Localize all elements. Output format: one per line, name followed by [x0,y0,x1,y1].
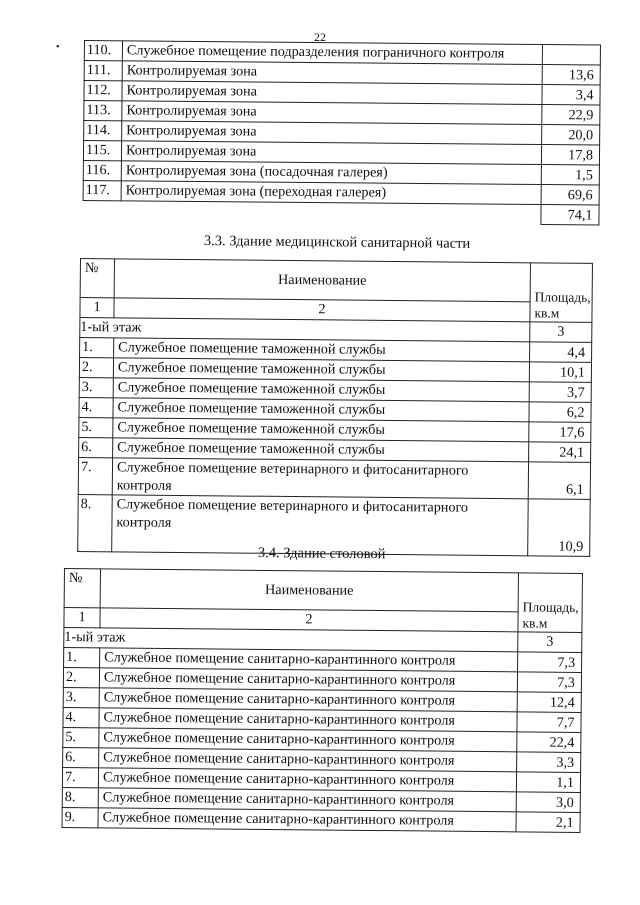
table-row [78,457,590,499]
table-continuation [82,40,601,226]
section-heading-3-4: 3.4. Здание столовой [257,545,386,563]
row-name: Служебное помещение санитарно-карантинного контроля [99,748,517,772]
row-area: 1,1 [516,772,580,793]
row-area: 4,4 [530,342,592,363]
index-3: 3 [530,322,592,343]
row-area: 6,1 [528,462,590,500]
row-number: 9. [62,807,98,827]
row-name: Служебное помещение санитарно-карантинного контроля [99,728,517,752]
row-area: 3,4 [542,84,600,105]
row-area: 13,6 [542,65,600,86]
row-area: 22,9 [542,104,600,125]
row-name: Служебное помещение санитарно-карантинного контроля [98,808,516,832]
row-area: 17,6 [529,422,591,443]
col-header-number: № [64,569,100,608]
row-number: 8. [62,787,98,807]
row-number: 3. [79,377,113,397]
row-name: Служебное помещение подразделения пограничного контроля [122,41,542,65]
index-2: 2 [114,298,530,322]
section-heading-3-3: 3.3. Здание медицинской санитарной части [203,233,471,252]
table-continuation-block [82,40,601,226]
row-area: 22,4 [517,732,581,753]
row-number: 4. [79,397,113,417]
row-area: 7,3 [517,672,581,693]
col-header-area: Площадь, кв.м [518,573,583,633]
row-number: 114. [84,121,122,141]
row-area: 7,7 [517,712,581,733]
row-name: Служебное помещение санитарно-карантинного контроля [100,648,518,672]
row-name: Контролируемая зона [122,81,542,105]
row-number: 1. [64,648,100,668]
col-header-name: Наименование [100,569,518,612]
row-name: Служебное помещение санитарно-карантинного контроля [98,788,516,812]
row-name: Служебное помещение ветеринарного и фитосанитарного контроля [112,495,529,556]
row-name: Контролируемая зона [122,61,542,85]
row-name: Служебное помещение таможенной службы [113,438,529,462]
row-name: Контролируемая зона (посадочная галерея) [121,161,541,185]
row-number: 8. [78,494,113,551]
row-number: 7. [78,457,112,494]
index-3: 3 [518,632,582,653]
row-name: Контролируемая зона [122,101,542,125]
row-number: 5. [79,417,113,437]
col-header-area: Площадь, кв.м [530,263,593,323]
row-name: Служебное помещение таможенной службы [113,418,529,442]
floor-label: 1-ый этаж [80,318,530,342]
row-number: 6. [79,437,113,457]
table-medical [77,258,593,557]
row-number: 6. [63,747,99,767]
row-area: 17,8 [541,144,599,165]
row-number: 113. [84,101,122,121]
col-header-number: № [80,259,114,298]
row-number: 112. [84,81,122,101]
row-number: 5. [63,727,99,747]
row-number: 116. [83,160,121,180]
row-area: 7,3 [518,652,582,673]
row-area: 10,1 [529,362,591,383]
row-area: 74,1 [541,204,599,225]
table-canteen-block [62,568,583,833]
row-area: 12,4 [517,692,581,713]
row-number: 115. [83,141,121,161]
row-name: Служебное помещение санитарно-карантинного контроля [98,768,516,792]
row-name: Контролируемая зона [122,121,542,145]
row-number: 3. [63,687,99,707]
row-area: 69,6 [541,184,599,205]
row-number: 2. [63,668,99,688]
row-number: 7. [62,767,98,787]
table-row [62,807,580,832]
row-name: Служебное помещение таможенной службы [113,398,529,422]
row-area: 20,0 [542,124,600,145]
row-area: 2,1 [516,812,580,833]
row-area: 10,9 [528,499,591,557]
row-area [542,45,600,66]
row-number: 4. [63,707,99,727]
row-name: Служебное помещение таможенной службы [113,378,529,402]
row-area: 3,7 [529,382,591,403]
row-name: Служебное помещение санитарно-карантинного контроля [99,708,517,732]
row-number: 1. [80,338,114,358]
index-1: 1 [64,608,100,628]
row-area: 3,3 [517,752,581,773]
margin-mark: • [56,42,60,53]
index-1: 1 [80,298,114,318]
row-name: Служебное помещение санитарно-карантинного контроля [99,688,517,712]
row-area: 24,1 [529,442,591,463]
header-row [64,569,582,613]
row-name: Служебное помещение ветеринарного и фитосанитарного контроля [112,458,528,499]
row-area: 3,0 [516,792,580,813]
row-number: 117. [83,180,121,200]
row-name: Служебное помещение таможенной службы [114,338,530,362]
page-number: 22 [314,30,326,44]
row-number: 2. [79,358,113,378]
row-area: 1,5 [541,164,599,185]
row-name: Служебное помещение санитарно-карантинного контроля [99,668,517,692]
row-number: 110. [84,41,122,61]
index-2: 2 [100,608,518,632]
row-number: 111. [84,61,122,81]
table-medical-block [77,258,593,557]
table-canteen [62,568,583,833]
row-name: Контролируемая зона [121,141,541,165]
row-name: Служебное помещение таможенной службы [113,358,529,382]
header-row [80,259,592,303]
row-area: 6,2 [529,402,591,423]
col-header-name: Наименование [114,259,530,302]
floor-label: 1-ый этаж [64,628,518,652]
table-row [83,200,599,225]
row-name: Контролируемая зона (переходная галерея) [121,181,541,205]
